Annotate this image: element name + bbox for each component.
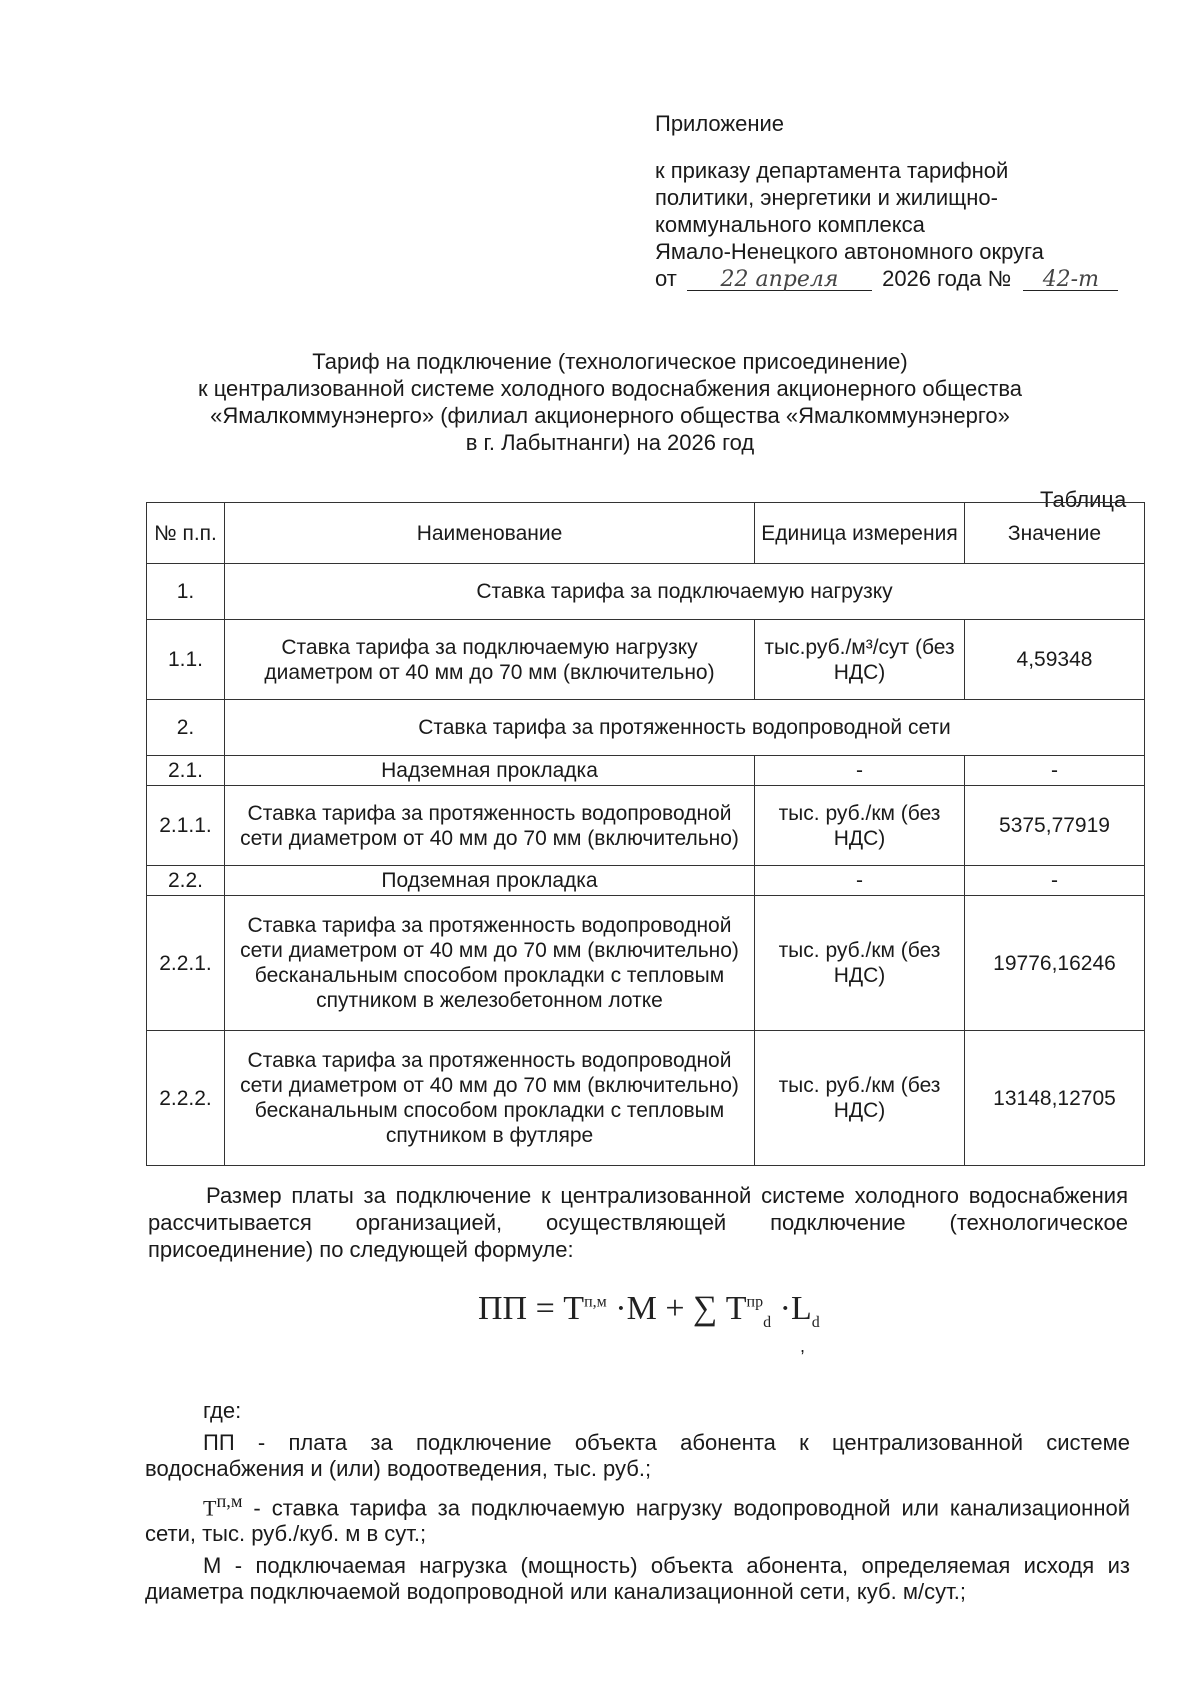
definition-text: - ставка тарифа за подключаемую нагрузку водопроводной или канализационной сети, тыс. руб./куб. м в сут.; (145, 1495, 1130, 1547)
row-value: - (965, 866, 1145, 896)
formula-t2-sup: пр (746, 1293, 764, 1311)
fee-formula: ПП = $Т^{п,м} \cdot М$ + ∑ $Т^{пр}_d \cdot L_d$ (478, 1290, 820, 1331)
where-label: где: (203, 1398, 242, 1423)
section-title: Ставка тарифа за подключаемую нагрузку (225, 564, 1145, 620)
order-date-line (655, 265, 1125, 292)
definition-text: - плата за подключение объекта абонента к централизованной системе водоснабжения и (или) водоотведения, тыс. руб.; (145, 1430, 1130, 1481)
handwritten-date: 22 апреля (687, 270, 872, 291)
row-num: 2.1. (147, 756, 225, 786)
table-row (147, 786, 1145, 866)
date-prefix: от (655, 266, 677, 291)
formula-l-sub: d (811, 1313, 820, 1331)
table-row (147, 866, 1145, 896)
tariff-table (146, 502, 1145, 1166)
definition-term: ПП (203, 1430, 235, 1455)
definition-text: - подключаемая нагрузка (мощность) объекта абонента, определяемая исходя из диаметра подключаемой водопроводной или канализационной сети, куб. м/сут.; (145, 1553, 1130, 1605)
table-caption: Таблица (1040, 487, 1127, 512)
row-value: 19776,16246 (965, 896, 1145, 1031)
order-line: политики, энергетики и жилищно- (655, 185, 998, 210)
table-row-section (147, 700, 1145, 756)
row-unit: тыс.руб./м³/сут (без НДС) (755, 620, 965, 700)
formula-t2-sub: d (763, 1313, 772, 1331)
row-unit: тыс. руб./км (без НДС) (755, 896, 965, 1031)
formula-m: М (626, 1290, 657, 1327)
section-title: Ставка тарифа за протяженность водопроводной сети (225, 700, 1145, 756)
fee-paragraph-text: Размер платы за подключение к централизованной системе холодного водоснабжения рассчитывается организацией, осуществляющей подключение (технологическое присоединение) по следующей формуле: (148, 1183, 1128, 1262)
header-unit: Единица измерения (755, 503, 965, 564)
table-row (147, 896, 1145, 1031)
definition-term-sup: п,м (216, 1491, 243, 1511)
title-line: Тариф на подключение (технологическое присоединение) (312, 349, 908, 374)
row-name: Ставка тарифа за протяженность водопроводной сети диаметром от 40 мм до 70 мм (включительно) бесканальным способом прокладки с тепловым спутником в футляре (225, 1031, 755, 1166)
year-text: 2026 года № (882, 266, 1012, 291)
row-unit: - (755, 866, 965, 896)
definitions (145, 1398, 1130, 1611)
row-num: 2.2.1. (147, 896, 225, 1031)
row-value: 5375,77919 (965, 786, 1145, 866)
table-row-section (147, 564, 1145, 620)
formula-t-sup: п,м (584, 1293, 607, 1311)
row-value: 4,59348 (965, 620, 1145, 700)
handwritten-number: 42-т (1023, 270, 1118, 291)
row-name: Подземная прокладка (225, 866, 755, 896)
order-line: коммунального комплекса (655, 212, 925, 237)
row-name: Ставка тарифа за протяженность водопроводной сети диаметром от 40 мм до 70 мм (включительно) (225, 786, 755, 866)
title-line: «Ямалкоммунэнерго» (филиал акционерного общества «Ямалкоммунэнерго» (210, 403, 1010, 428)
formula-t2: Т (725, 1290, 747, 1327)
fee-paragraph (148, 1182, 1128, 1263)
header-value: Значение (965, 503, 1145, 564)
table-header-row (147, 503, 1145, 564)
table-row (147, 1031, 1145, 1166)
row-num: 2. (147, 700, 225, 756)
order-line: Ямало-Ненецкого автономного округа (655, 239, 1044, 264)
definition-item (145, 1488, 1130, 1547)
row-num: 1. (147, 564, 225, 620)
row-value: 13148,12705 (965, 1031, 1145, 1166)
row-unit: - (755, 756, 965, 786)
document-title (150, 348, 1070, 456)
header-num: № п.п. (147, 503, 225, 564)
table-row (147, 620, 1145, 700)
order-line: к приказу департамента тарифной (655, 158, 1009, 183)
formula-t: Т (563, 1290, 585, 1327)
row-num: 2.2.2. (147, 1031, 225, 1166)
title-line: в г. Лабытнанги) на 2026 год (465, 430, 755, 455)
table-row (147, 756, 1145, 786)
row-num: 1.1. (147, 620, 225, 700)
formula-trailing-comma: , (800, 1336, 806, 1356)
header-name: Наименование (225, 503, 755, 564)
definition-term: Т (203, 1495, 217, 1521)
definition-item (145, 1430, 1130, 1482)
row-name: Надземная прокладка (225, 756, 755, 786)
appendix-label: Приложение (655, 111, 785, 136)
row-unit: тыс. руб./км (без НДС) (755, 786, 965, 866)
definition-term: М (203, 1553, 222, 1579)
definition-item (145, 1553, 1130, 1605)
appendix-block (655, 110, 1125, 292)
row-value: - (965, 756, 1145, 786)
row-num: 2.1.1. (147, 786, 225, 866)
row-num: 2.2. (147, 866, 225, 896)
formula-sum: ∑ (693, 1290, 718, 1327)
formula-l: L (790, 1290, 812, 1327)
title-line: к централизованной системе холодного водоснабжения акционерного общества (197, 376, 1023, 401)
formula-lhs: ПП (478, 1290, 528, 1327)
row-name: Ставка тарифа за протяженность водопроводной сети диаметром от 40 мм до 70 мм (включительно) бесканальным способом прокладки с тепловым спутником в железобетонном лотке (225, 896, 755, 1031)
row-unit: тыс. руб./км (без НДС) (755, 1031, 965, 1166)
row-name: Ставка тарифа за подключаемую нагрузку диаметром от 40 мм до 70 мм (включительно) (225, 620, 755, 700)
